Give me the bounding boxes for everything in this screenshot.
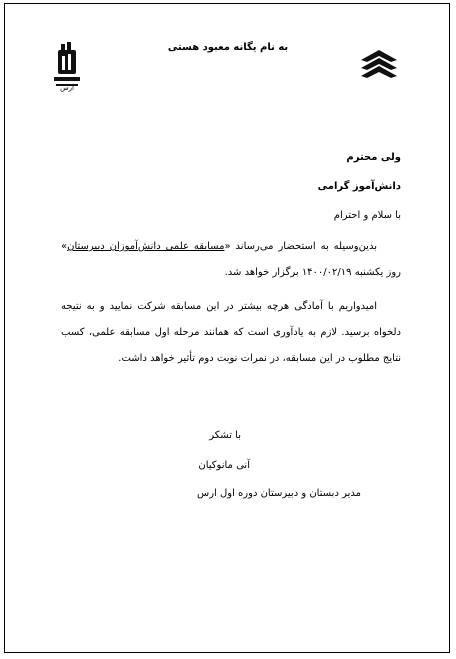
paragraph-encouragement: امیدواریم با آمادگی هرچه بیشتر در این مسابقه شرکت نمایید و به نتیجه دلخواه برسید. لازم به یادآوری است که همانند مرحله اول مسابقه علمی، کسب نتایج مطلوب در این مسابقه، در نمرات نوبت دوم تأثیر خواهد داشت. — [61, 301, 401, 364]
header-title: به نام یگانه معبود هستی — [167, 42, 289, 53]
announcement-text-end: » روز یکشنبه ۱۴۰۰/۰۲/۱۹ برگزار خواهد شد. — [61, 241, 401, 278]
competition-name: مسابقه علمی دانش‌آموزان دبیرستان — [67, 241, 225, 252]
announcement-text-start: بدین‌وسیله به استحضار می‌رساند « — [224, 241, 377, 252]
brand-logo — [357, 46, 401, 84]
signatory-name: آنی مانوکیان — [198, 460, 250, 471]
school-logo — [52, 40, 82, 94]
salutation-parent: ولی محترم — [346, 152, 401, 163]
paragraph-announcement — [61, 234, 401, 286]
greeting: با سلام و احترام — [333, 210, 401, 221]
signatory-title: مدیر دبستان و دبیرستان دوره اول ارس — [197, 488, 361, 499]
logo-text: ارس — [60, 84, 74, 92]
salutation-student: دانش‌آموز گرامی — [317, 181, 401, 192]
closing: با تشکر — [209, 430, 241, 441]
